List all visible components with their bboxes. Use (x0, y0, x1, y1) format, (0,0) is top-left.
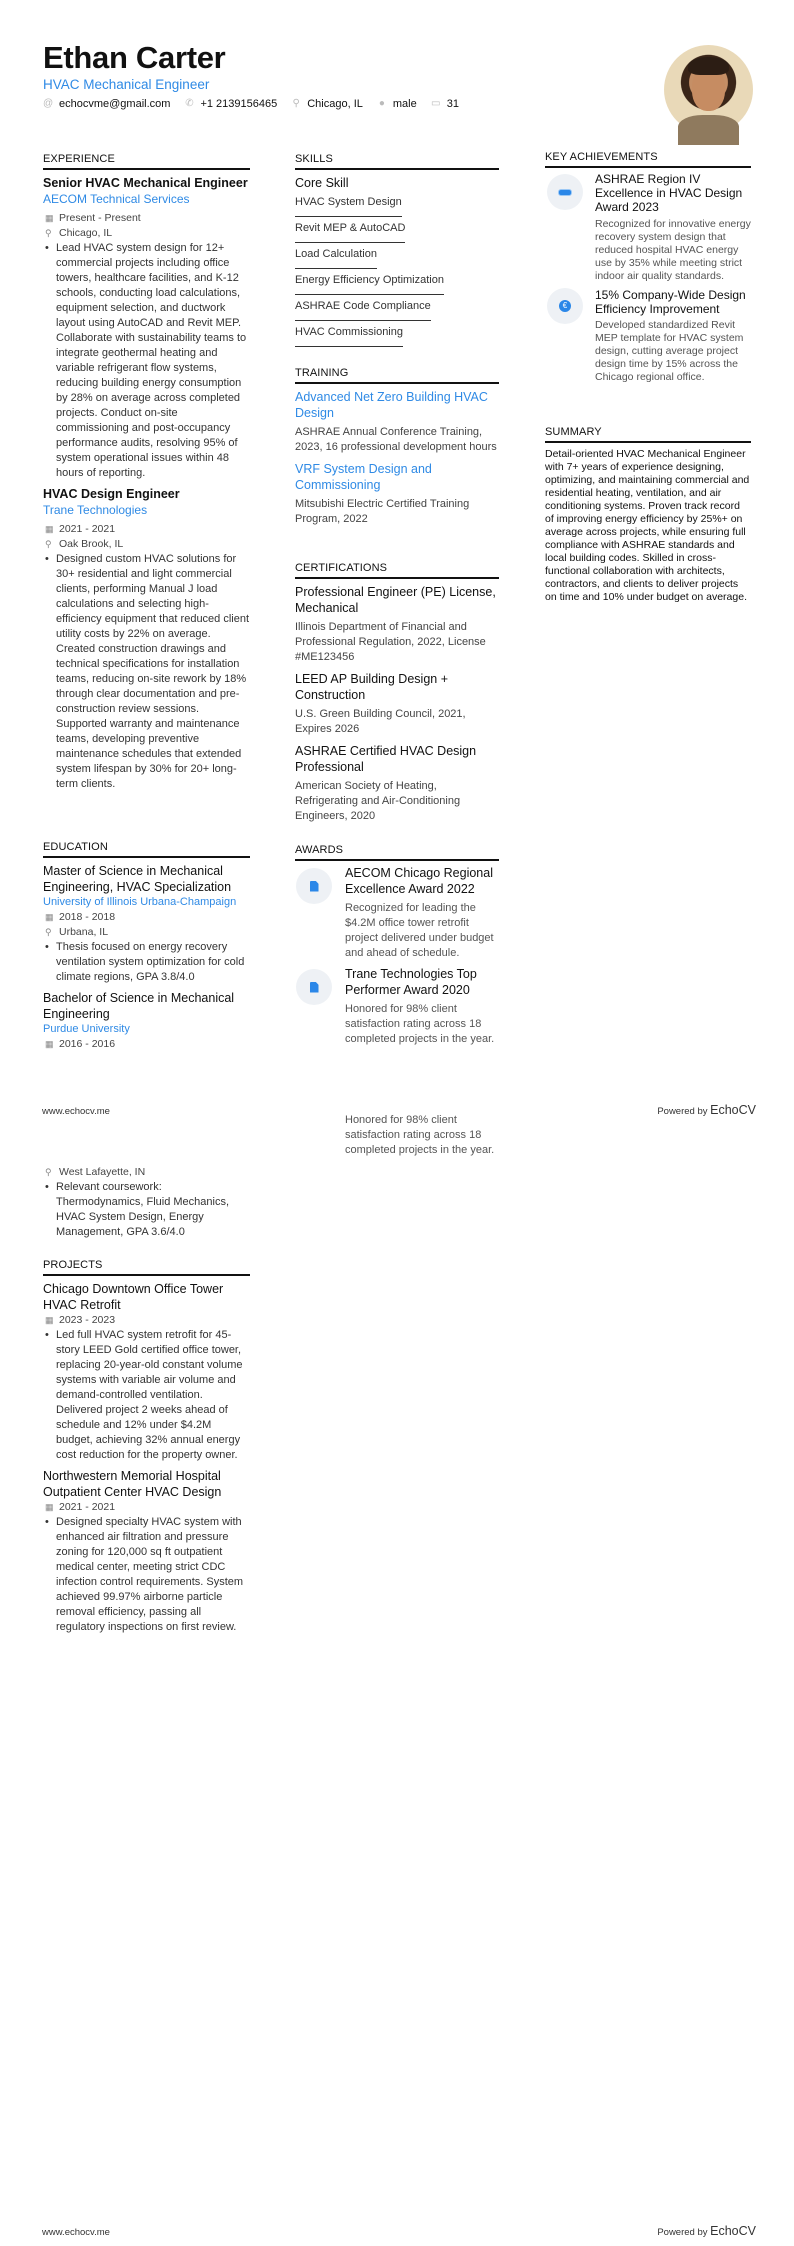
person-icon: ● (378, 98, 385, 109)
certification-desc: Illinois Department of Financial and Professional Regulation, 2022, License #ME123456 (295, 621, 486, 663)
achievement-item (545, 288, 751, 385)
location-pin-icon: ⚲ (45, 1167, 52, 1177)
summary-text: Detail-oriented HVAC Mechanical Engineer with 7+ years of experience designing, optimizing, and maintaining commercial and residential heating, ventilation, and air conditioning systems. Proven track record of improving energy efficiency by 25%+ on average across projects, while ensuring full compliance with ASHRAE standards and local building codes. Skilled in cross-functional collaboration with architects, contractors, and clients to deliver projects on time and 10% under budget on average. (545, 448, 750, 603)
section-heading: SUMMARY (545, 425, 751, 443)
skill-item: HVAC System Design (295, 195, 402, 217)
section-heading: AWARDS (295, 843, 499, 861)
training-title: Advanced Net Zero Building HVAC Design (295, 390, 488, 420)
at-icon: @ (43, 98, 54, 109)
dates-text: Present - Present (59, 212, 141, 224)
achievement-desc: Developed standardized Revit MEP template for HVAC system design, cutting average project design time by 15% across the Chicago regional office. (595, 319, 744, 383)
skills-section (295, 152, 499, 347)
powered-by-label: Powered by (657, 1106, 708, 1117)
training-title: VRF System Design and Commissioning (295, 462, 432, 492)
education-continued (43, 1165, 250, 1240)
section-heading: KEY ACHIEVEMENTS (545, 150, 751, 168)
location-pin-icon: ⚲ (45, 927, 52, 937)
calendar-icon: ▦ (45, 912, 54, 922)
award-desc: Honored for 98% client satisfaction rating across 18 completed projects in the year. (345, 1003, 495, 1045)
certification-desc: U.S. Green Building Council, 2021, Expires 2026 (295, 708, 466, 735)
award-item (295, 966, 499, 1060)
project-title: Chicago Downtown Office Tower HVAC Retrofit (43, 1282, 224, 1312)
calendar-icon: ▦ (45, 1039, 54, 1049)
school-name: University of Illinois Urbana-Champaign (43, 896, 237, 908)
bullet-text: • Designed custom HVAC solutions for 30+ residential and light commercial clients, performing Manual J load calculations and selecting high-efficiency equipment that reduced client utility costs by 22% on average. Created construction drawings and technical specifications for installation teams, reducing on-site rework by 18% through clear documentation and pre-construction review sessions. Supported warranty and maintenance teams, developing preventive maintenance schedules that extended system lifespan by 30% for 20+ long-term clients. (43, 552, 250, 792)
certifications-section (295, 561, 499, 824)
achievements-section (545, 150, 751, 384)
experience-item (43, 486, 250, 792)
battery-icon (547, 174, 583, 210)
award-item (295, 865, 499, 961)
calendar-icon: ▦ (45, 1502, 54, 1512)
calendar-icon: ▦ (45, 524, 54, 534)
section-heading: PROJECTS (43, 1258, 250, 1276)
brand-logo: EchoCV (710, 1103, 756, 1117)
document-award-icon (296, 868, 332, 904)
project-dates (43, 1313, 250, 1328)
education-location (43, 1165, 250, 1180)
section-heading: EDUCATION (43, 840, 250, 858)
achievement-desc: Recognized for innovative energy recovery system design that reduced hospital HVAC energy use by 35% while meeting strict indoor air quality standards. (595, 217, 751, 282)
section-heading: EXPERIENCE (43, 152, 250, 170)
award-desc-page1-clip (345, 1002, 499, 1060)
achievement-title: ASHRAE Region IV Excellence in HVAC Design Award 2023 (595, 172, 743, 214)
summary-section (545, 425, 751, 604)
experience-section (43, 152, 250, 792)
experience-item (43, 175, 250, 481)
powered-by[interactable] (657, 1103, 756, 1117)
training-desc: ASHRAE Annual Conference Training, 2023, 16 professional development hours (295, 426, 497, 453)
certification-title: Professional Engineer (PE) License, Mechanical (295, 585, 496, 615)
skill-item: Load Calculation (295, 247, 377, 269)
school-name: Purdue University (43, 1023, 130, 1035)
calendar-icon: ▦ (45, 1315, 54, 1325)
dates-text: 2021 - 2021 (59, 1501, 116, 1513)
location-pin-icon: ⚲ (45, 539, 52, 549)
project-dates (43, 1500, 250, 1515)
training-section (295, 366, 499, 527)
calendar-icon: ▦ (45, 213, 54, 223)
contact-age: 31 (446, 98, 459, 110)
award-desc-page2-clip (345, 1114, 499, 1173)
award-desc: Honored for 98% client satisfaction rating across 18 completed projects in the year. (345, 1114, 495, 1156)
footer-site-link[interactable]: www.echocv.me (42, 1106, 110, 1117)
award-title: AECOM Chicago Regional Excellence Award 2022 (345, 866, 493, 896)
job-location (43, 537, 250, 552)
contact-row (43, 97, 473, 111)
dates-text: 2018 - 2018 (59, 911, 116, 923)
award-title: Trane Technologies Top Performer Award 2020 (345, 967, 477, 997)
certification-title: LEED AP Building Design + Construction (295, 672, 448, 702)
job-dates (43, 211, 250, 226)
degree-title: Bachelor of Science in Mechanical Engineering (43, 991, 235, 1021)
skill-item: ASHRAE Code Compliance (295, 299, 431, 321)
location-text: West Lafayette, IN (59, 1166, 146, 1178)
bullet-text: • Lead HVAC system design for 12+ commercial projects including office towers, healthcare facilities, and K-12 schools, conducting load calculations, equipment selection, and ductwork layout using AutoCAD and Revit MEP. Collaborate with sustainability teams to integrate geothermal heating and variable refrigerant flow systems, reducing building energy consumption by 28% on average across completed projects. Conduct on-site commissioning and post-occupancy performance audits, resolving 95% of system operational issues within 48 hours of reporting. (43, 241, 250, 481)
job-title: HVAC Design Engineer (43, 487, 180, 501)
bullet-text: • Led full HVAC system retrofit for 45-story LEED Gold certified office tower, replacing 20-year-old constant volume systems with variable air volume and demand-controlled ventilation. Delivered project 2 weeks ahead of schedule and 12% under $4.2M budget, achieving 32% annual energy cost reduction for the property owner. (43, 1328, 250, 1463)
section-heading: TRAINING (295, 366, 499, 384)
location-text: Urbana, IL (59, 926, 109, 938)
skill-item: HVAC Commissioning (295, 325, 403, 347)
location-text: Chicago, IL (59, 227, 113, 239)
section-heading: SKILLS (295, 152, 499, 170)
dates-text: 2021 - 2021 (59, 523, 116, 535)
section-heading: CERTIFICATIONS (295, 561, 499, 579)
skill-item: Revit MEP & AutoCAD (295, 221, 405, 243)
degree-title: Master of Science in Mechanical Engineering, HVAC Specialization (43, 864, 232, 894)
awards-section (295, 843, 499, 1060)
location-pin-icon: ⚲ (45, 228, 52, 238)
certification-title: ASHRAE Certified HVAC Design Professional (295, 744, 477, 774)
company-name: Trane Technologies (43, 503, 148, 517)
avatar (664, 45, 753, 134)
education-dates (43, 1037, 250, 1052)
achievement-item (545, 172, 751, 283)
job-dates (43, 522, 250, 537)
education-location (43, 925, 250, 940)
location-text: Oak Brook, IL (59, 538, 124, 550)
project-title: Northwestern Memorial Hospital Outpatient Center HVAC Design (43, 1469, 222, 1499)
education-section (43, 840, 250, 1052)
dates-text: 2023 - 2023 (59, 1314, 116, 1326)
candidate-name: Ethan Carter (43, 40, 226, 75)
company-name: AECOM Technical Services (43, 192, 190, 206)
certification-desc: American Society of Heating, Refrigerating and Air-Conditioning Engineers, 2020 (295, 780, 461, 822)
location-pin-icon: ⚲ (292, 98, 300, 109)
footer-site-link[interactable]: www.echocv.me (42, 2227, 110, 2238)
skill-group-title: Core Skill (295, 176, 349, 190)
bullet-text: • Relevant coursework: Thermodynamics, Fluid Mechanics, HVAC System Design, Energy Management, GPA 3.6/4.0 (43, 1180, 250, 1240)
achievement-title: 15% Company-Wide Design Efficiency Improvement (595, 287, 746, 316)
contact-location: Chicago, IL (307, 98, 363, 110)
training-desc: Mitsubishi Electric Certified Training Program, 2022 (295, 498, 470, 525)
phone-icon: ✆ (185, 98, 194, 109)
powered-by-label: Powered by (657, 2227, 708, 2238)
education-dates (43, 910, 250, 925)
skill-item: Energy Efficiency Optimization (295, 273, 444, 295)
job-location (43, 226, 250, 241)
bullet-text: • Designed specialty HVAC system with enhanced air filtration and pressure zoning for 120,000 sq ft outpatient medical center, meeting strict CDC infection control requirements. System achieved 99.97% airborne particle removal efficiency, passing all regulatory inspections on first review. (43, 1515, 250, 1635)
contact-gender: male (392, 98, 417, 110)
bullet-text: • Thesis focused on energy recovery ventilation system optimization for cold climate regions, GPA 3.8/4.0 (43, 940, 250, 985)
contact-phone[interactable]: +1 2139156465 (200, 98, 278, 110)
job-title: Senior HVAC Mechanical Engineer (43, 176, 248, 190)
candidate-role: HVAC Mechanical Engineer (43, 77, 210, 92)
projects-section (43, 1258, 250, 1635)
euro-coin-icon: € (547, 288, 583, 324)
brand-logo: EchoCV (710, 2224, 756, 2238)
contact-email[interactable]: echocvme@gmail.com (59, 98, 171, 110)
document-search-icon (296, 969, 332, 1005)
award-desc: Recognized for leading the $4.2M office tower retrofit project delivered under budget and ahead of schedule. (345, 902, 494, 959)
dates-text: 2016 - 2016 (59, 1038, 116, 1050)
calendar-icon: ▭ (430, 98, 441, 109)
powered-by[interactable] (657, 2224, 756, 2238)
